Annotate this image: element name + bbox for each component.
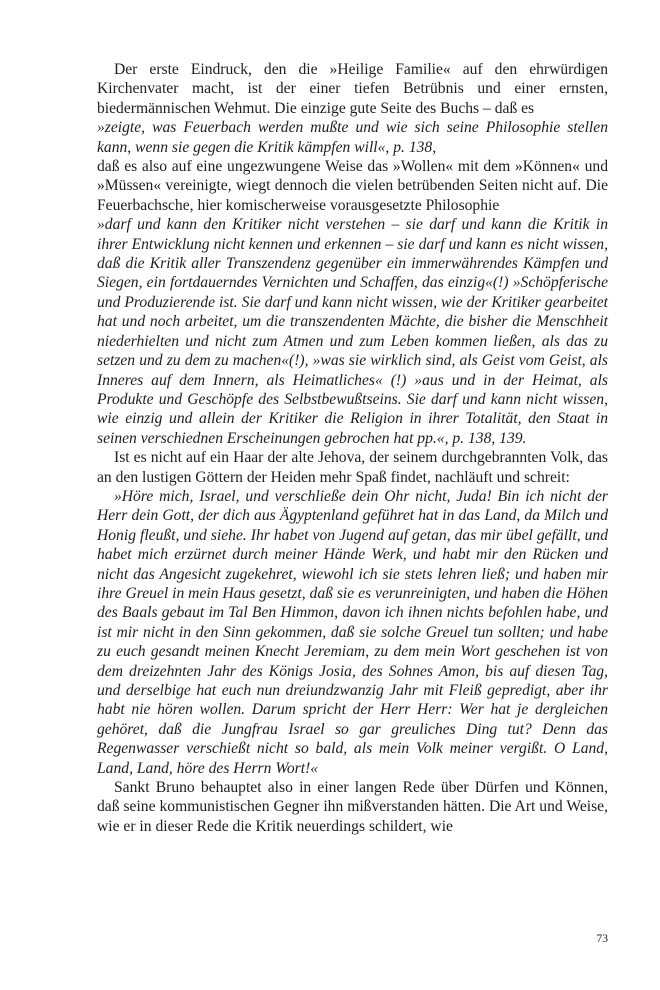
- block-quote: »zeigte, was Feuerbach werden mußte und wie sich seine Philosophie stellen kann, wenn sie gegen die Kritik kämpfen will«, p. 138,: [97, 119, 608, 156]
- page-body: [97, 60, 608, 836]
- paragraph: Ist es nicht auf ein Haar der alte Jehova, der seinem durchgebrannten Volk, das an den lustigen Göttern der Heiden mehr Spaß findet, nachläuft und schreit:: [97, 449, 608, 486]
- paragraph: daß es also auf eine ungezwungene Weise das »Wollen« mit dem »Können« und »Müssen« vereinigte, wiegt dennoch die vielen betrübenden Seiten nicht auf. Die Feuerbachsche, hier komischerweise vorausgesetzte Philosophie: [97, 158, 608, 214]
- block-quote: »Höre mich, Israel, und verschließe dein Ohr nicht, Juda! Bin ich nicht der Herr dein Gott, der dich aus Ägyptenland geführet hat in das Land, da Milch und Honig fleußt, und siehe. Ihr habet von Jugend auf getan, das mir übel gefällt, und habet mich erzürnet durch meiner Hände Werk, und habt mir den Rücken und nicht das Angesicht zugekehret, wiewohl ich sie stets lehren ließ; und haben mir ihre Greuel in mein Haus gesetzt, daß sie es verunreinigten, und haben die Höhen des Baals gebaut im Tal Ben Himmon, davon ich ihnen nichts befohlen habe, und ist mir nicht in den Sinn gekommen, daß sie solche Greuel tun sollten; und habe zu euch gesandt meinen Knecht Jeremiam, zu dem mein Wort geschehen ist von dem dreizehnten Jahr des Königs Josia, des Sohnes Amon, bis auf diesen Tag, und derselbige hat euch nun dreiundzwanzig Jahr mit Fleiß gepredigt, aber ihr habt nie hören wollen. Darum spricht der Herr Herr: Wer hat je dergleichen gehöret, daß die Jungfrau Israel so gar greuliches Ding tut? Denn das Regenwasser verschießt nicht so bald, als mein Volk meiner vergißt. O Land, Land, Land, höre des Herrn Wort!«: [97, 487, 608, 777]
- page-number: 73: [596, 933, 608, 945]
- paragraph: Der erste Eindruck, den die »Heilige Familie« auf den ehrwürdigen Kirchenvater macht, ist der einer tiefen Betrübnis und einer ernsten, biedermännischen Wehmut. Die einzige gute Seite des Buchs – daß es: [97, 61, 608, 117]
- paragraph: Sankt Bruno behauptet also in einer langen Rede über Dürfen und Können, daß seine kommunistischen Gegner ihn mißverstanden hätten. Die Art und Weise, wie er in dieser Rede die Kritik neuerdings schildert, wie: [97, 779, 608, 835]
- block-quote: »darf und kann den Kritiker nicht verstehen – sie darf und kann die Kritik in ihrer Entwicklung nicht kennen und erkennen – sie darf und kann es nicht wissen, daß die Kritik aller Transzendenz gegenüber ein immerwährendes Kämpfen und Siegen, ein fortdauerndes Vernichten und Schaffen, das einzig«(!) »Schöpferische und Produzierende ist. Sie darf und kann nicht wissen, wie der Kritiker gearbeitet hat und noch arbeitet, um die transzendenten Mächte, die bisher die Menschheit niederhielten und nicht zum Atmen und zum Leben kommen ließen, als das zu setzen und zu dem zu machen«(!), »was sie wirklich sind, als Geist vom Geist, als Inneres auf dem Innern, als Heimatliches« (!) »aus und in der Heimat, als Produkte und Geschöpfe des Selbstbewußtseins. Sie darf und kann nicht wissen, wie einzig und allein der Kritiker die Religion in ihrer Totalität, den Staat in seinen verschiednen Erscheinungen gebrochen hat pp.«, p. 138, 139.: [97, 216, 608, 447]
